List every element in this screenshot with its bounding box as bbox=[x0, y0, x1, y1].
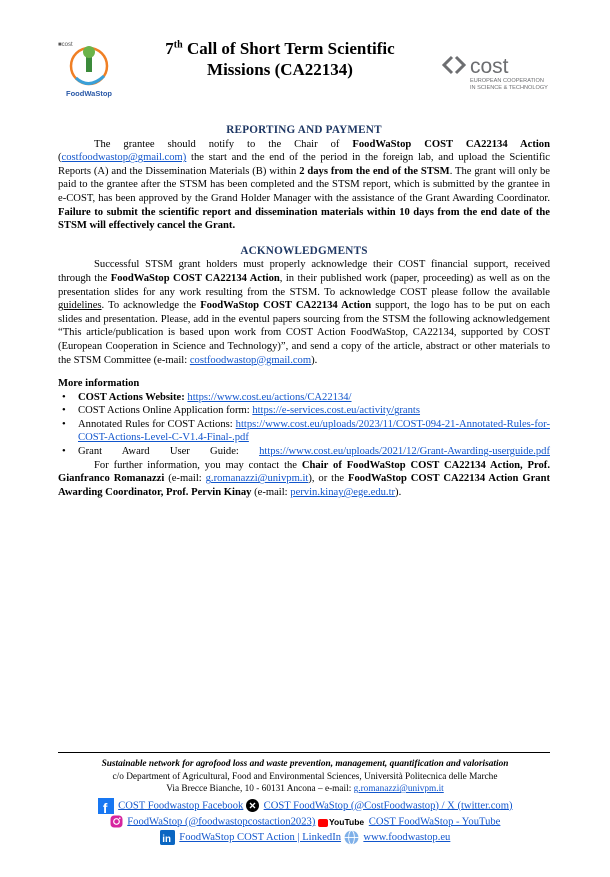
contact-bold: Chair of FoodWaStop COST CA22134 Action, Prof. Gianfranco Romanazzi bbox=[58, 459, 550, 485]
ack-text: support, the logo has to be put on each slides and presentation. Please, add in the eventul papers sourcing from the STSM the following acknowledgement “This article/publication is based upon work from COST Action FoodWaStop, CA22134, supported by COST (European Cooperation in Science and Technology)”, and send a copy of the article, abstract or other materials to the STSM Committee (e-mail: bbox=[58, 300, 550, 366]
item-label: COST Actions Online Application form: bbox=[78, 405, 253, 417]
linkedin-link[interactable]: FoodWaStop COST Action | LinkedIn bbox=[179, 832, 342, 844]
reporting-text: the start and the end of the period in the foreign lab, and upload the Scientific Reports (A) and the Dissemination Materials (B) within bbox=[58, 152, 550, 177]
reporting-warning: Failure to submit the scientific report and dissemination materials within 10 days from the end date of the STSM will effectively cancel the Grant. bbox=[58, 206, 550, 232]
footer-street-text: Via Brecce Bianche, 10 - 60131 Ancona – e-mail: bbox=[166, 784, 354, 794]
contact-text: (e-mail: bbox=[251, 486, 291, 498]
acknowledgments-heading: ACKNOWLEDGMENTS bbox=[240, 244, 368, 257]
footer-address: c/o Department of Agricultural, Food and Environmental Sciences, Università Politecnica delle Marche bbox=[112, 771, 498, 782]
list-item bbox=[58, 418, 550, 445]
item-label: COST Actions Website: bbox=[78, 391, 188, 403]
title-line1: Call of Short Term Scientific bbox=[182, 39, 395, 58]
globe-icon bbox=[344, 830, 359, 845]
ack-text: . To acknowledge the bbox=[101, 300, 201, 312]
reporting-paragraph bbox=[58, 138, 550, 233]
reporting-bold: FoodWaStop COST CA22134 Action bbox=[352, 138, 550, 150]
linkedin-icon bbox=[160, 830, 175, 845]
contact-paragraph bbox=[58, 459, 550, 500]
foodwastop-logo bbox=[54, 38, 124, 100]
main-content bbox=[58, 124, 550, 499]
cost-logo-sub2: IN SCIENCE & TECHNOLOGY bbox=[470, 85, 548, 91]
reporting-text: . The grant will only be paid to the grantee after the STSM has been completed and the STSM report, which is submitted by the grantee in e-COST, has been approved by the Grand Holder Manager with the assistance of the Grant Awarding Coordinator. bbox=[58, 165, 550, 204]
reporting-heading: REPORTING AND PAYMENT bbox=[226, 124, 382, 136]
ack-email-link[interactable]: costfoodwastop@gmail.com bbox=[189, 354, 312, 366]
more-info-heading: More information bbox=[58, 378, 140, 390]
reporting-text: The grantee should notify to the Chair of bbox=[94, 138, 353, 150]
list-item bbox=[58, 391, 550, 405]
contact-text: For further information, you may contact the bbox=[94, 459, 302, 471]
coordinator-email-link[interactable]: pervin.kinay@ege.edu.tr bbox=[290, 486, 396, 498]
cost-logo-sub1: EUROPEAN COOPERATION bbox=[470, 78, 544, 84]
ack-text: ). bbox=[311, 354, 318, 366]
list-item bbox=[58, 404, 550, 418]
contact-text: ), or the bbox=[308, 473, 348, 485]
list-item bbox=[58, 445, 550, 459]
reporting-bold: 2 days from the end of the STSM bbox=[299, 165, 450, 177]
x-twitter-icon bbox=[246, 799, 259, 812]
annotated-rules-link[interactable]: https://www.cost.eu/uploads/2023/11/COST-094-21-Annotated-Rules-for-COST-Actions-Level-C-V1.4-Final-.pdf bbox=[78, 418, 550, 444]
cost-action-website-link[interactable]: https://www.cost.eu/actions/CA22134/ bbox=[187, 391, 352, 403]
footer-street bbox=[40, 783, 570, 796]
footer-email-link[interactable]: g.romanazzi@univpm.it bbox=[353, 784, 444, 794]
more-info-list bbox=[58, 391, 550, 459]
facebook-icon bbox=[98, 798, 114, 814]
cost-logo-word: cost bbox=[470, 55, 509, 78]
item-label: Annotated Rules for COST Actions: bbox=[78, 418, 236, 430]
guidelines-link[interactable]: guidelines bbox=[58, 300, 102, 312]
youtube-link[interactable]: COST FoodWaStop - YouTube bbox=[368, 816, 501, 828]
youtube-icon bbox=[318, 814, 364, 830]
page-title bbox=[130, 38, 430, 80]
instagram-icon bbox=[110, 815, 123, 828]
svg-text:f: f bbox=[102, 800, 107, 814]
title-line2: Missions (CA22134) bbox=[207, 60, 353, 79]
footer-divider bbox=[58, 752, 550, 753]
ack-bold: FoodWaStop COST CA22134 Action bbox=[110, 272, 280, 284]
reporting-text: ( bbox=[58, 152, 62, 164]
footer-social-links bbox=[40, 798, 570, 847]
ack-text: , in their published work (paper, proceeding) as well as on the presentation slides for any work resulting from the STSM. To acknowledge COST please follow the available bbox=[58, 272, 550, 298]
website-link[interactable]: www.foodwastop.eu bbox=[363, 832, 451, 844]
instagram-link[interactable]: FoodWaStop (@foodwastopcostaction2023) bbox=[127, 816, 316, 828]
chair-contact-email-link[interactable]: g.romanazzi@univpm.it bbox=[205, 473, 309, 485]
ack-text: Successful STSM grant holders must properly acknowledge their COST financial support, received through the bbox=[58, 259, 550, 284]
contact-text: ). bbox=[395, 486, 402, 498]
left-logo-text: FoodWaStop bbox=[66, 89, 112, 98]
chair-email-link[interactable]: costfoodwastop@gmail.com) bbox=[61, 152, 187, 164]
svg-text:■cost: ■cost bbox=[58, 42, 73, 48]
cost-logo bbox=[442, 53, 550, 93]
contact-text: (e-mail: bbox=[164, 473, 206, 485]
acknowledgments-paragraph bbox=[58, 258, 550, 367]
svg-text:in: in bbox=[161, 834, 171, 846]
youtube-logo-text: YouTube bbox=[329, 816, 365, 827]
contact-bold: FoodWaStop COST CA22134 Action Grant Awarding Coordinator, Prof. Pervin Kinay bbox=[58, 473, 550, 498]
facebook-link[interactable]: COST Foodwastop Facebook bbox=[118, 799, 244, 811]
title-ordinal: th bbox=[173, 39, 183, 51]
grant-guide-link[interactable]: https://www.cost.eu/uploads/2021/12/Grant-Awarding-userguide.pdf bbox=[259, 446, 550, 458]
title-number: 7 bbox=[165, 39, 174, 58]
footer bbox=[40, 758, 570, 846]
application-form-link[interactable]: https://e-services.cost.eu/activity/grants bbox=[252, 405, 421, 417]
footer-tagline: Sustainable network for agrofood loss and waste prevention, management, quantification and valorisation bbox=[101, 759, 509, 769]
item-label: Grant Award User Guide: bbox=[78, 446, 260, 458]
twitter-link[interactable]: COST FoodWaStop (@CostFoodwastop) / X (twitter.com) bbox=[263, 799, 513, 811]
ack-bold: FoodWaStop COST CA22134 Action bbox=[200, 300, 372, 312]
